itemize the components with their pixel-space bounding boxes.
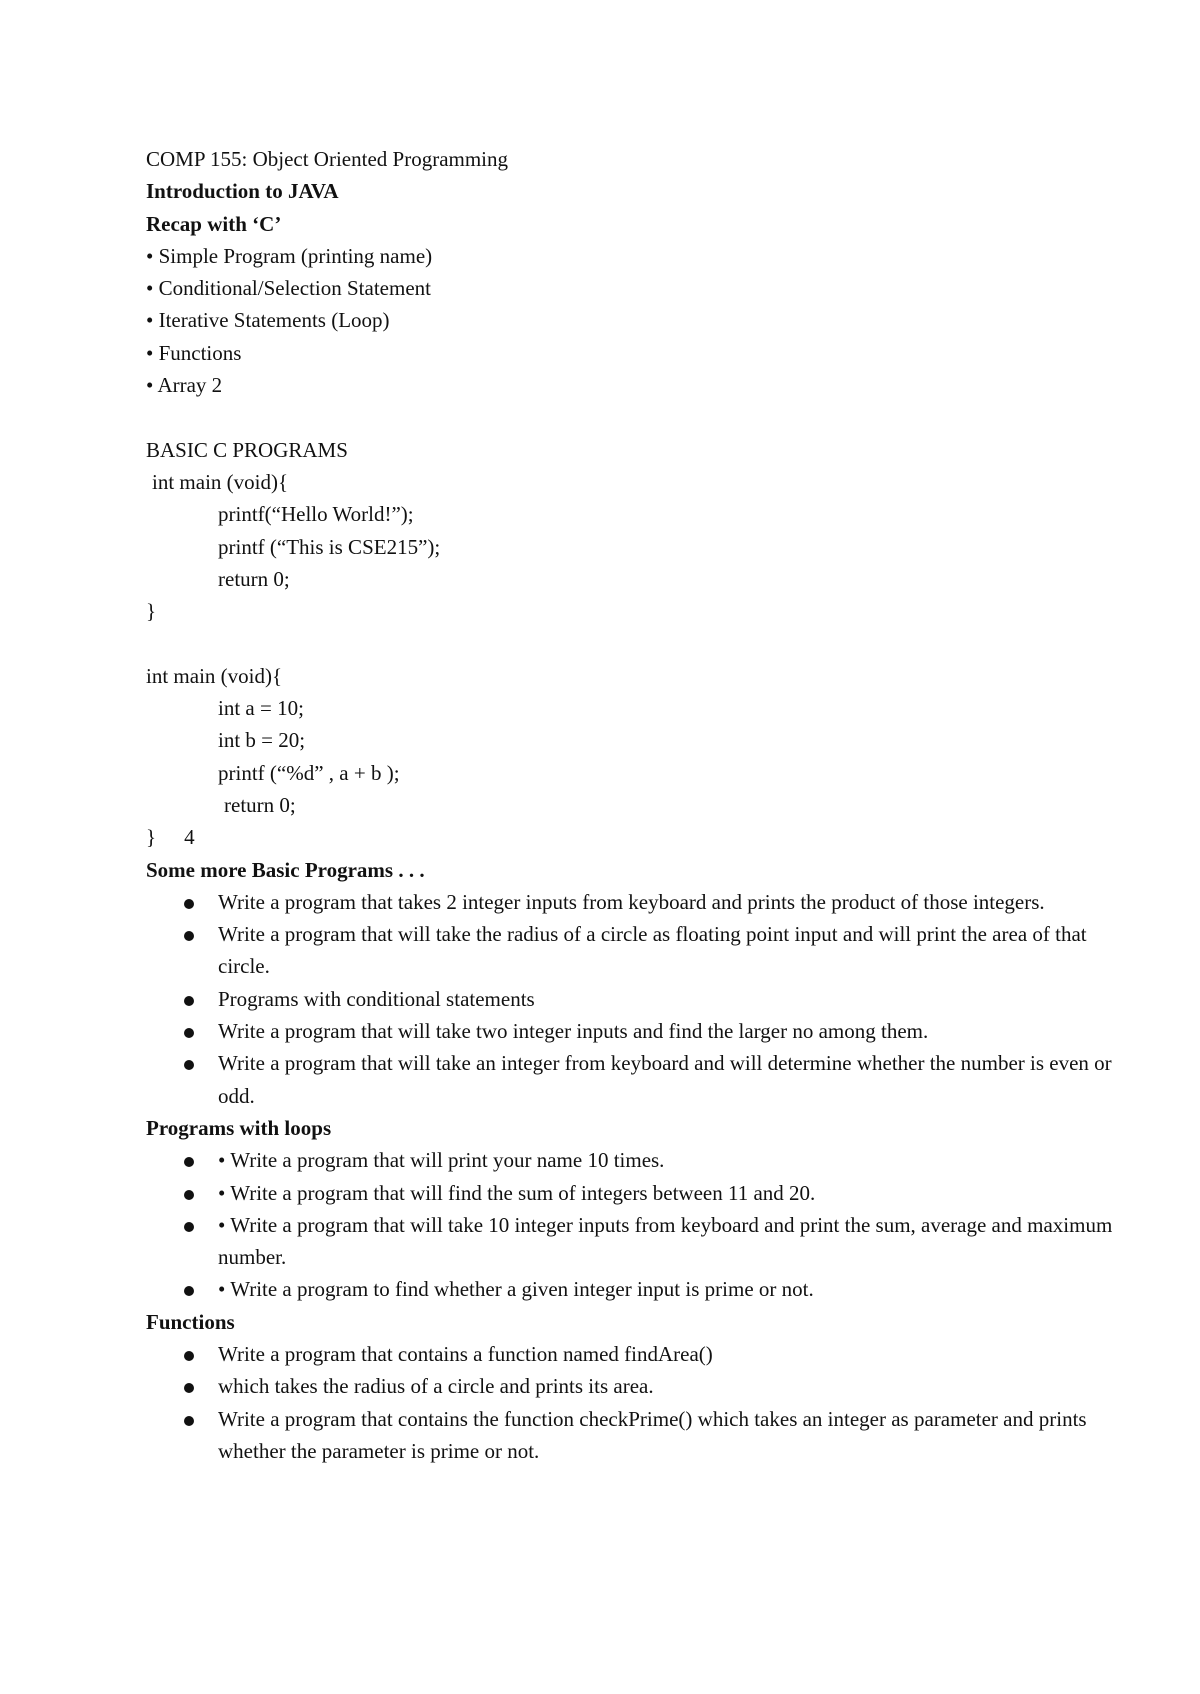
section-heading-more: Some more Basic Programs . . .: [146, 857, 425, 882]
section-heading-functions: Functions: [146, 1309, 235, 1334]
list-item-text: Write a program that contains the function checkPrime() which takes an integer as parameter and prints whether the parameter is prime or not.: [218, 1406, 1087, 1463]
list-item: [146, 1273, 1128, 1305]
section-heading-intro: Introduction to JAVA: [146, 179, 339, 204]
bullet-icon: [184, 1286, 194, 1296]
list-item-text: • Write a program to find whether a given integer input is prime or not.: [218, 1277, 814, 1302]
bullet-list-more: [146, 886, 1112, 1112]
bullet-icon: [184, 931, 194, 941]
list-item-text: • Write a program that will take 10 integer inputs from keyboard and print the sum, average and maximum number.: [218, 1212, 1113, 1270]
section-heading-basic: BASIC C PROGRAMS: [146, 437, 348, 462]
code-line: int a = 10;: [218, 696, 304, 721]
list-item: [146, 1015, 1128, 1047]
list-item: [146, 1370, 1128, 1402]
bullet-icon: [184, 1351, 194, 1361]
section-heading-loops: Programs with loops: [146, 1115, 332, 1140]
recap-item: • Simple Program (printing name): [146, 243, 433, 268]
bullet-icon: [184, 1028, 194, 1038]
recap-item: • Functions: [146, 340, 242, 365]
list-item-text: which takes the radius of a circle and prints its area.: [218, 1374, 654, 1399]
bullet-icon: [184, 1383, 194, 1393]
section-heading-recap: Recap with ‘C’: [146, 211, 282, 236]
bullet-icon: [184, 1222, 194, 1232]
bullet-icon: [184, 1157, 194, 1167]
code-line: int main (void){: [152, 469, 289, 494]
recap-item: • Conditional/Selection Statement: [146, 276, 431, 301]
list-item: [146, 1338, 1128, 1370]
code-line: return 0;: [224, 792, 296, 817]
spacer: [146, 627, 1060, 659]
page-number: 4: [184, 825, 195, 850]
bullet-icon: [184, 1060, 194, 1070]
list-item: [146, 886, 1128, 918]
code-line: int main (void){: [146, 663, 283, 688]
list-item: [146, 1209, 1128, 1274]
list-item: [146, 1177, 1128, 1209]
code-line: printf(“Hello World!”);: [218, 502, 414, 527]
code-line: printf (“%d” , a + b );: [218, 760, 400, 785]
list-item-text: Write a program that will take an integer from keyboard and will determine whether the number is even or odd.: [218, 1051, 1112, 1108]
closing-brace: }: [146, 825, 157, 850]
list-item: [146, 1144, 1128, 1176]
code-block-hello: [146, 466, 1060, 627]
bullet-icon: [184, 1190, 194, 1200]
code-block-sum: [146, 660, 1060, 854]
bullet-icon: [184, 996, 194, 1006]
code-line: printf (“This is CSE215”);: [218, 534, 441, 559]
list-item-text: Programs with conditional statements: [218, 986, 535, 1011]
bullet-icon: [184, 899, 194, 909]
list-item-text: Write a program that will take two integer inputs and find the larger no among them.: [218, 1019, 929, 1044]
bullet-icon: [184, 1416, 194, 1426]
list-item-text: Write a program that will take the radius of a circle as floating point input and will print the area of that circle.: [218, 922, 1087, 979]
list-item-text: Write a program that contains a function named findArea(): [218, 1341, 713, 1366]
list-item-text: • Write a program that will print your name 10 times.: [218, 1148, 665, 1173]
bullet-list-loops: [146, 1144, 1113, 1305]
list-item-text: • Write a program that will find the sum of integers between 11 and 20.: [218, 1180, 816, 1205]
code-line: [146, 821, 1060, 853]
recap-item: • Array 2: [146, 373, 223, 398]
code-line: int b = 20;: [218, 728, 306, 753]
spacer: [146, 401, 1060, 433]
bullet-list-functions: [146, 1338, 1087, 1467]
list-item: [146, 918, 1128, 983]
course-title: COMP 155: Object Oriented Programming: [146, 147, 509, 171]
list-item: [146, 1403, 1128, 1468]
list-item: [146, 983, 1128, 1015]
code-line: return 0;: [218, 566, 290, 591]
list-item: [146, 1047, 1128, 1112]
list-item-text: Write a program that takes 2 integer inputs from keyboard and prints the product of those integers.: [218, 889, 1045, 914]
code-line: }: [146, 599, 157, 624]
recap-item: • Iterative Statements (Loop): [146, 308, 390, 333]
